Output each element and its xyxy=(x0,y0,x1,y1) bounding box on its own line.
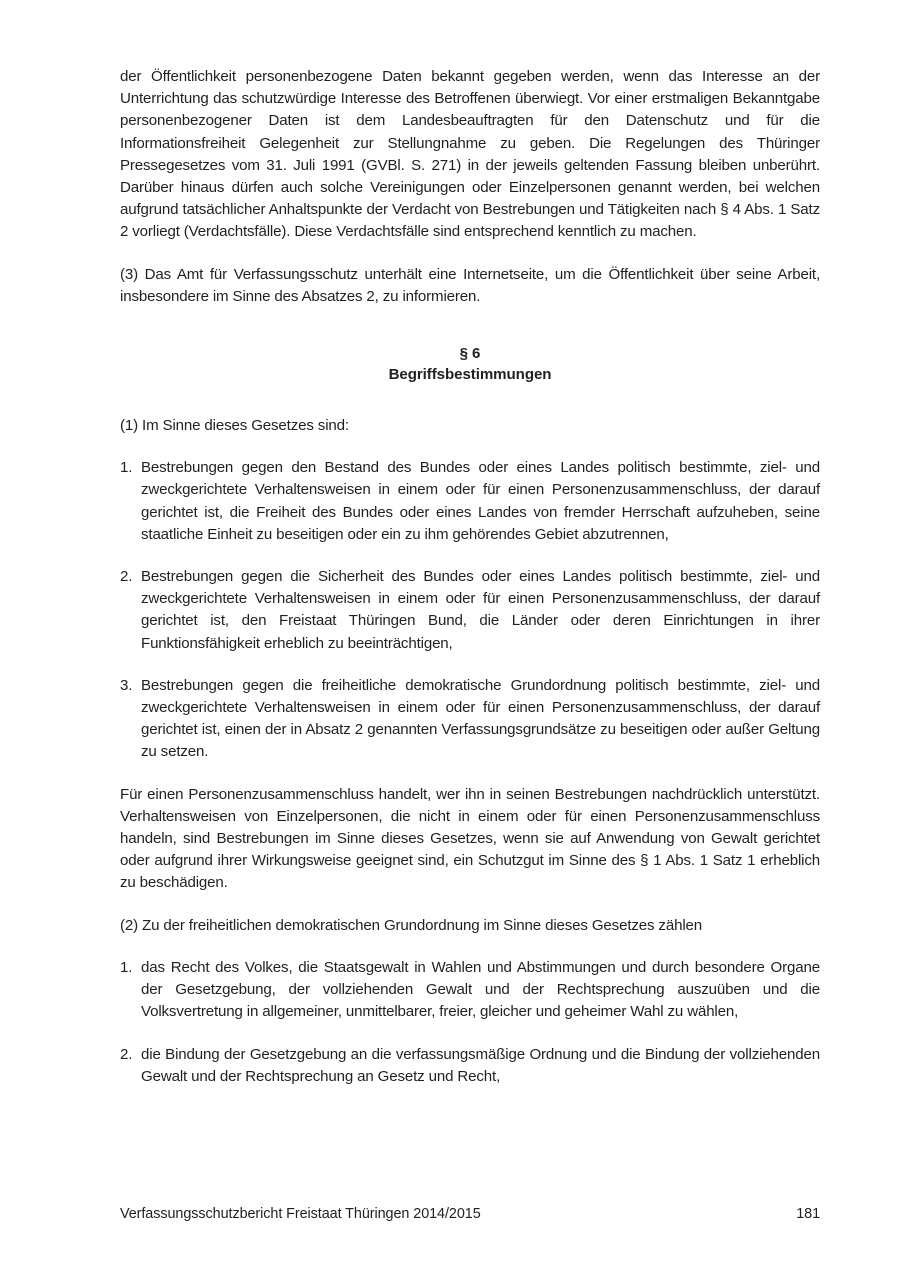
paragraph-absatz-3: (3) Das Amt für Verfassungsschutz unterhält eine Internetseite, um die Öffentlichkeit über seine Arbeit, insbesondere im Sinne des Absatzes 2, zu informieren. xyxy=(120,265,820,305)
page-number: 181 xyxy=(796,1206,820,1222)
section-number: § 6 xyxy=(459,345,481,363)
list-item xyxy=(120,1044,820,1088)
paragraph-continued: der Öffentlichkeit personenbezogene Daten bekannt gegeben werden, wenn das Interesse an der Unterrichtung das schutzwürdige Interesse des Betroffenen überwiegt. Vor einer erstmaligen Bekanntgabe personenbezogener Daten ist dem Landesbeauftragten für den Datenschutz und für die Informationsfreiheit Gelegenheit zur Stellungnahme zu geben. Die Regelungen des Thüringer Pressegesetzes vom 31. Juli 1991 (GVBl. S. 271) in der jeweils geltenden Fassung bleiben unberührt. Darüber hinaus dürfen auch solche Vereinigungen oder Einzelpersonen genannt werden, bei welchen aufgrund tatsächlicher Anhaltspunkte der Verdacht von Bestrebungen und Tätigkeiten nach § 4 Abs. 1 Satz 2 vorliegt (Verdachtsfälle). Diese Verdachtsfälle sind entsprechend kenntlich zu machen. xyxy=(120,68,820,241)
absatz-1-list xyxy=(120,457,820,763)
absatz-2-intro: (2) Zu der freiheitlichen demokratischen Grundordnung im Sinne dieses Gesetzes zählen xyxy=(120,916,703,934)
list-item xyxy=(120,457,820,546)
list-item-text: die Bindung der Gesetzgebung an die verfassungsmäßige Ordnung und die Bindung der vollziehenden Gewalt und der Rechtsprechung an Gesetz und Recht, xyxy=(141,1045,820,1085)
list-marker: 1. xyxy=(120,958,133,976)
list-item-text: Bestrebungen gegen die Sicherheit des Bundes oder eines Landes politisch bestimmte, ziel- und zweckgerichtete Verhaltensweisen in einem oder für einen Personenzusammenschluss, der darauf gerichtet ist, den Freistaat Thüringen Bund, die Länder oder deren Einrichtungen in ihrer Funktionsfähigkeit erheblich zu beeinträchtigen, xyxy=(141,568,820,652)
page-content xyxy=(120,66,820,1088)
section-title: Begriffsbestimmungen xyxy=(388,365,552,383)
list-item xyxy=(120,957,820,1024)
list-item-text: Bestrebungen gegen die freiheitliche demokratische Grundordnung politisch bestimmte, ziel- und zweckgerichtete Verhaltensweisen in einem oder für einen Personenzusammenschluss, der darauf gerichtet ist, einen der in Absatz 2 genannten Verfassungsgrundsätze zu beseitigen oder außer Geltung zu setzen. xyxy=(141,676,820,761)
list-marker: 3. xyxy=(120,676,133,694)
list-item-text: Bestrebungen gegen den Bestand des Bundes oder eines Landes politisch bestimmte, ziel- und zweckgerichtete Verhaltensweisen in einem oder für einen Personenzusammenschluss, der darauf gerichtet ist, die Freiheit des Bundes oder eines Landes von fremder Herrschaft aufzuheben, seine staatliche Einheit zu beseitigen oder ein zu ihm gehörendes Gebiet abzutrennen, xyxy=(141,459,820,543)
list-item-text: das Recht des Volkes, die Staatsgewalt in Wahlen und Abstimmungen und durch besondere Organe der Gesetzgebung, der vollziehenden Gewalt und der Rechtsprechung auszuüben und die Volksvertretung in allgemeiner, unmittelbarer, freier, gleicher und geheimer Wahl zu wählen, xyxy=(141,958,820,1021)
page-footer xyxy=(120,1204,820,1224)
absatz-2-list xyxy=(120,957,820,1088)
spacer xyxy=(120,764,820,784)
absatz-1-closing-paragraph: Für einen Personenzusammenschluss handelt, wer ihn in seinen Bestrebungen nachdrücklich unterstützt. Verhaltensweisen von Einzelpersonen, die nicht in einem oder für einen Personenzusammenschluss handeln, sind Bestrebungen im Sinne dieses Gesetzes, wenn sie auf Anwendung von Gewalt gerichtet oder aufgrund ihrer Wirkungsweise geeignet sind, ein Schutzgut im Sinne des § 1 Abs. 1 Satz 1 erheblich zu beschädigen. xyxy=(120,785,820,892)
list-marker: 1. xyxy=(120,459,133,477)
list-item xyxy=(120,566,820,655)
list-marker: 2. xyxy=(120,1045,133,1063)
list-item xyxy=(120,675,820,764)
list-marker: 2. xyxy=(120,568,133,586)
footer-title: Verfassungsschutzbericht Freistaat Thüringen 2014/2015 xyxy=(120,1206,481,1222)
absatz-1-intro: (1) Im Sinne dieses Gesetzes sind: xyxy=(120,417,349,435)
section-heading xyxy=(120,344,820,385)
